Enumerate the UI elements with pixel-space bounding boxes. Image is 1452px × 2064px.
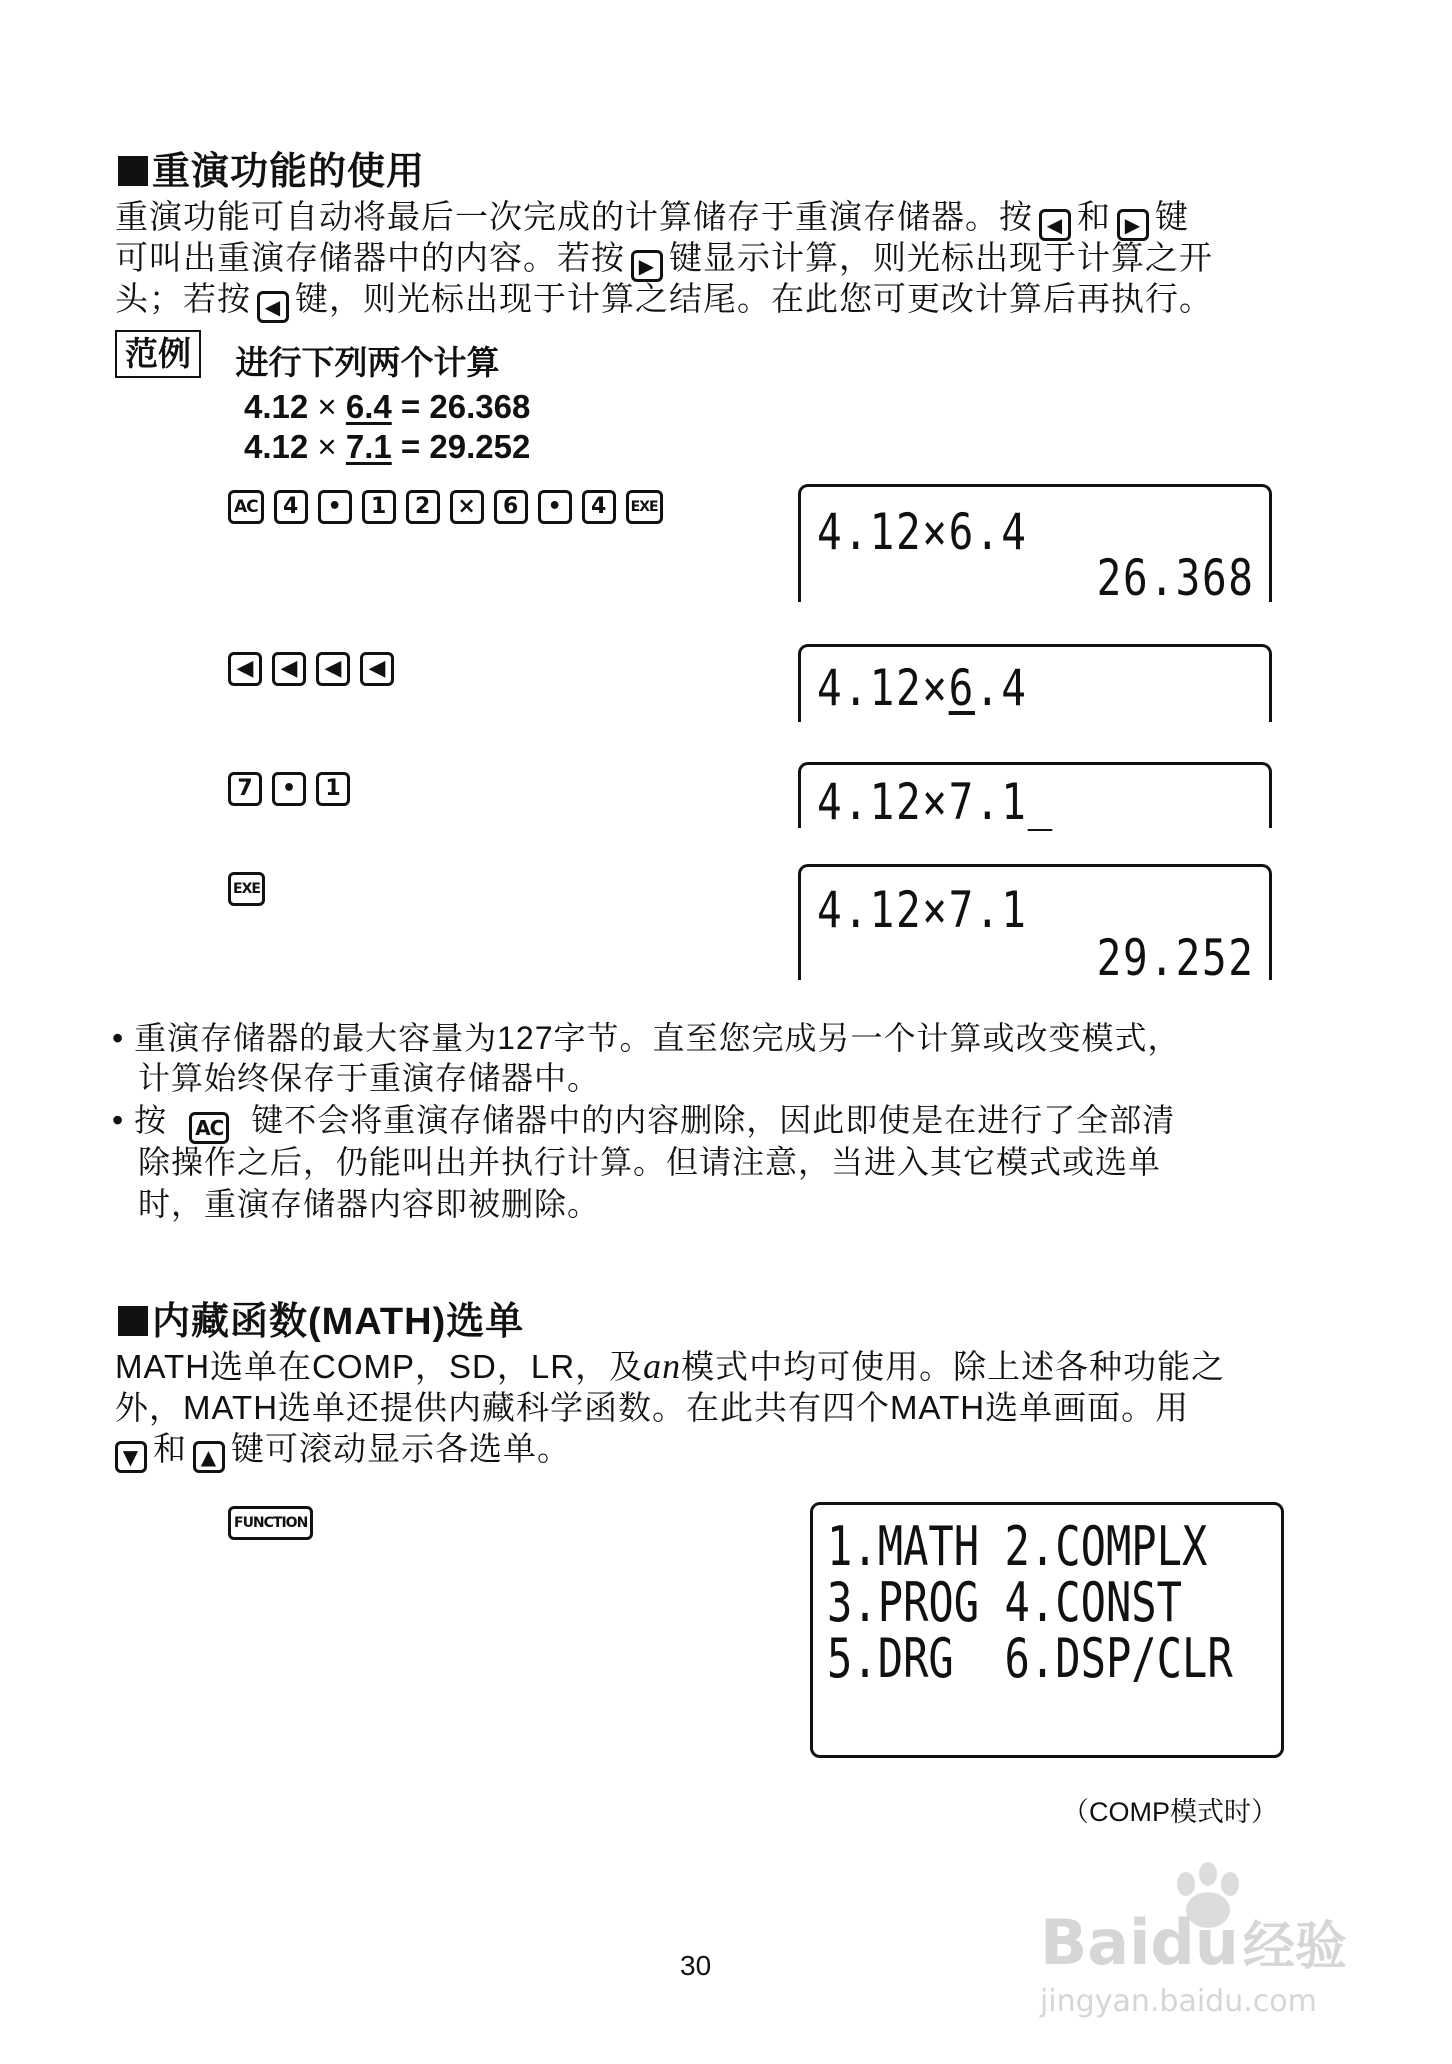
replay-para-line2: 可叫出重演存储器中的内容。若按 ▶ 键显示计算，则光标出现于计算之开 — [115, 237, 1213, 282]
square-bullet-icon — [118, 156, 148, 186]
bullet-1-line2: 计算始终保存于重演存储器中。 — [138, 1060, 601, 1096]
lcd-math-menu — [810, 1502, 1284, 1758]
left-arrow-key-icon: ◀ — [228, 652, 262, 686]
left-arrow-key-icon: ◀ — [257, 291, 289, 323]
digit-4-key-icon: 4 — [274, 490, 308, 524]
lcd-display-step3 — [798, 762, 1272, 831]
left-arrow-key-icon: ◀ — [360, 652, 394, 686]
left-arrow-key-icon: ◀ — [1039, 209, 1071, 241]
equation-1: 4.12 × 6.4 = 26.368 — [244, 388, 531, 425]
ac-key-icon: AC — [189, 1112, 229, 1144]
function-key-icon: FUNCTION — [228, 1506, 313, 1540]
math-para-line1: MATH选单在COMP，SD，LR，及an模式中均可使用。除上述各种功能之 — [115, 1346, 1226, 1386]
bullet-2-line2: 除操作之后，仍能叫出并执行计算。但请注意，当进入其它模式或选单 — [138, 1144, 1162, 1180]
digit-4-key-icon: 4 — [582, 490, 616, 524]
lcd-step4-line1: 4.12×7.1 — [817, 881, 1028, 939]
example-title: 进行下列两个计算 — [235, 344, 500, 382]
step4-keys — [228, 872, 275, 906]
menu-row-1: 1.MATH 2.COMPLX — [827, 1515, 1208, 1578]
down-arrow-key-icon: ▼ — [115, 1441, 147, 1473]
menu-row-2: 3.PROG 4.CONST — [827, 1571, 1183, 1634]
lcd-step1-line2: 26.368 — [1097, 549, 1255, 607]
digit-7-key-icon: 7 — [228, 772, 262, 806]
right-arrow-key-icon: ▶ — [1117, 209, 1149, 241]
lcd-step2-line1: 4.12×6.4 — [817, 659, 1028, 717]
replay-para-line3: 头；若按 ◀ 键，则光标出现于计算之结尾。在此您可更改计算后再执行。 — [115, 278, 1213, 323]
math-para-line3: ▼ 和 ▲ 键可滚动显示各选单。 — [115, 1428, 571, 1473]
lcd-step4-line2: 29.252 — [1097, 929, 1255, 987]
left-arrow-key-icon: ◀ — [272, 652, 306, 686]
exe-key-icon: EXE — [228, 872, 265, 906]
lcd-step1-line1: 4.12×6.4 — [817, 503, 1028, 561]
left-arrow-key-icon: ◀ — [316, 652, 350, 686]
page-number: 30 — [680, 1950, 712, 1981]
section-heading-math: 内藏函数(MATH)选单 — [118, 1290, 524, 1345]
up-arrow-key-icon: ▲ — [193, 1441, 225, 1473]
cursor-underline: 6 — [948, 659, 975, 717]
bullet-1-line1: • 重演存储器的最大容量为127字节。直至您完成另一个计算或改变模式， — [112, 1020, 1181, 1056]
example-label: 范例 — [115, 330, 201, 378]
watermark-url: jingyan.baidu.com — [1040, 1984, 1317, 2019]
right-arrow-key-icon: ▶ — [631, 250, 663, 282]
exe-key-icon: EXE — [626, 490, 663, 524]
square-bullet-icon — [118, 1306, 148, 1336]
digit-1-key-icon: 1 — [316, 772, 350, 806]
decimal-point-key-icon: • — [272, 772, 306, 806]
step3-keys — [228, 772, 360, 806]
equation-2: 4.12 × 7.1 = 29.252 — [244, 428, 531, 465]
step1-keys — [228, 490, 673, 524]
bullet-2-line1: • 按 AC 键不会将重演存储器中的内容删除，因此即使是在进行了全部清 — [112, 1100, 1175, 1144]
replay-para-line1: 重演功能可自动将最后一次完成的计算储存于重演存储器。按 ◀ 和 ▶ 键 — [115, 196, 1189, 241]
decimal-point-key-icon: • — [538, 490, 572, 524]
section-heading-replay: 重演功能的使用 — [118, 140, 425, 195]
digit-6-key-icon: 6 — [494, 490, 528, 524]
bullet-2-line3: 时，重演存储器内容即被删除。 — [138, 1186, 601, 1222]
lcd-display-step4 — [798, 864, 1272, 987]
menu-row-3: 5.DRG 6.DSP/CLR — [827, 1627, 1233, 1690]
menu-caption: （COMP模式时） — [1062, 1797, 1278, 1827]
lcd-display-step1 — [798, 484, 1272, 607]
step2-keys — [228, 652, 404, 686]
lcd-display-step2 — [798, 644, 1272, 722]
digit-1-key-icon: 1 — [362, 490, 396, 524]
digit-2-key-icon: 2 — [406, 490, 440, 524]
decimal-point-key-icon: • — [318, 490, 352, 524]
example-row — [115, 330, 499, 384]
lcd-step3-line1: 4.12×7.1_ — [817, 773, 1054, 831]
an-mode-label: an — [643, 1346, 682, 1386]
watermark-brand: Baidu经验 — [1040, 1906, 1347, 1979]
ac-key-icon: AC — [228, 490, 264, 524]
function-key-row — [228, 1506, 323, 1540]
math-para-line2: 外，MATH选单还提供内藏科学函数。在此共有四个MATH选单画面。用 — [115, 1389, 1190, 1426]
multiply-key-icon: × — [450, 490, 484, 524]
